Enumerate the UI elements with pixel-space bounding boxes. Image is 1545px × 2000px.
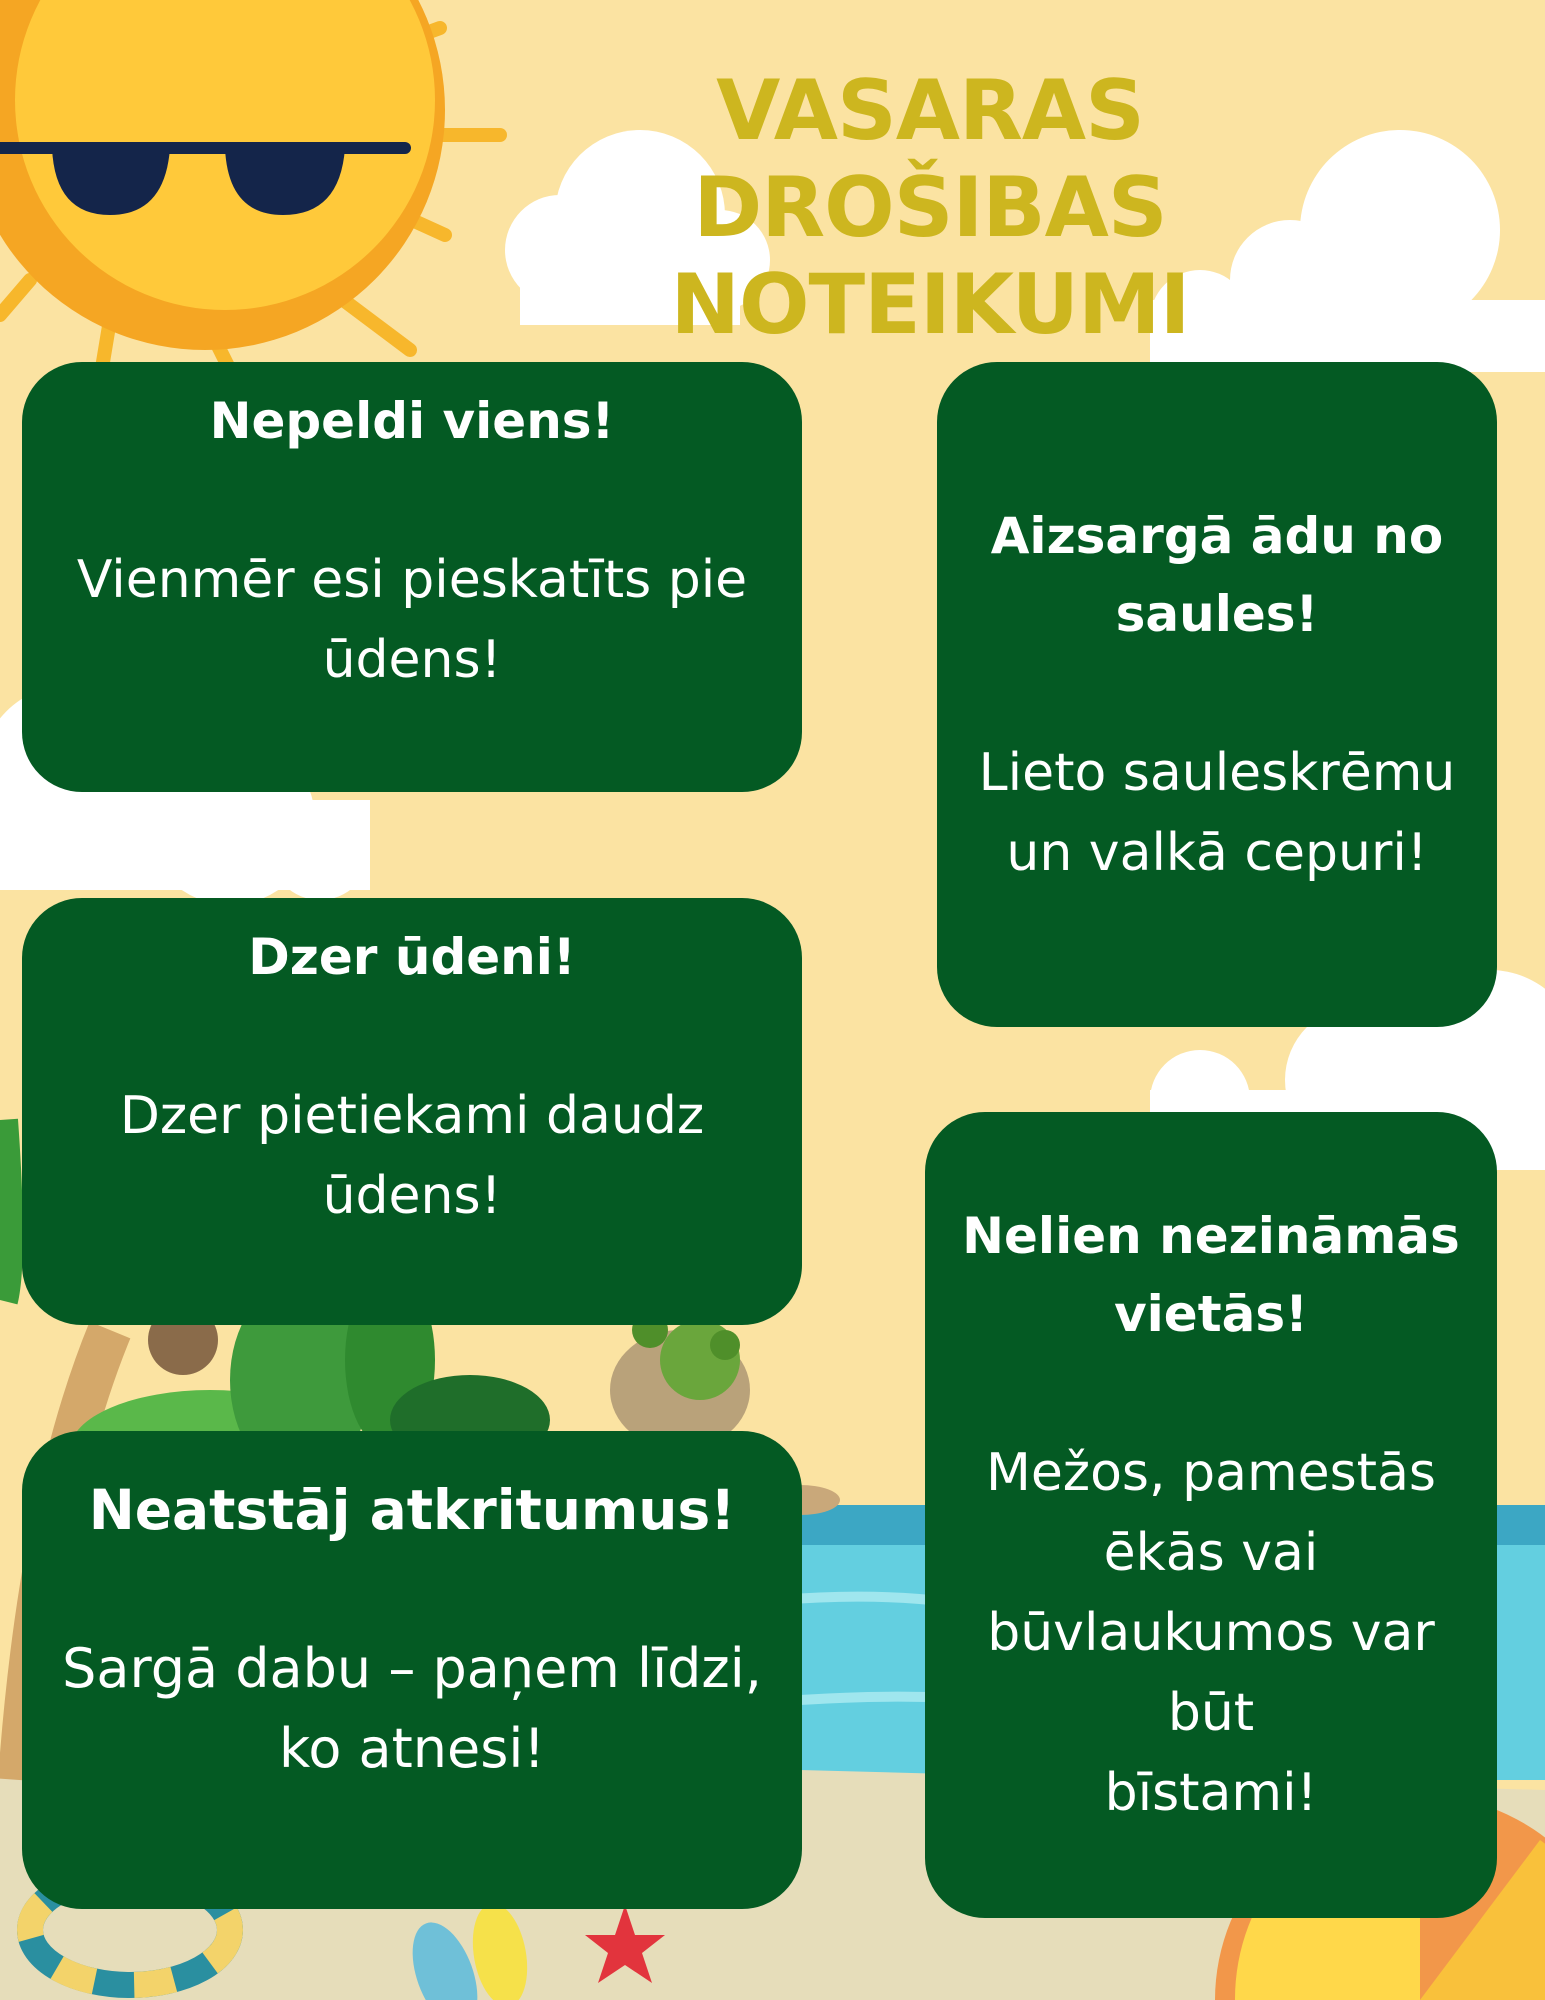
rule-text-line: ūdens! xyxy=(322,1166,502,1226)
rule-text-line: ūdens! xyxy=(322,630,502,690)
title-line-1: VASARAS DROŠIBAS xyxy=(693,62,1167,256)
rule-heading: Nepeldi viens! xyxy=(209,392,615,450)
rule-card-no-swimming-alone xyxy=(22,362,802,792)
rule-text-line: un valkā cepuri! xyxy=(1006,822,1428,883)
rule-heading-line: saules! xyxy=(1115,584,1319,643)
rule-text-line: bīstami! xyxy=(1104,1763,1318,1823)
rule-heading: Neatstāj atkritumus! xyxy=(88,1478,736,1542)
rule-card-sun-protection xyxy=(937,362,1497,1027)
rule-text-line: Lieto sauleskrēmu xyxy=(978,742,1456,803)
rule-heading: Dzer ūdeni! xyxy=(248,928,576,986)
rule-text-line: Mežos, pamestās xyxy=(985,1443,1437,1503)
rule-text-line: ko atnesi! xyxy=(278,1717,546,1780)
title-line-2: NOTEIKUMI xyxy=(670,256,1190,353)
rule-heading-line: Aizsargā ādu no xyxy=(990,506,1444,565)
rule-card-drink-water xyxy=(22,898,802,1325)
rule-text-line: Vienmēr esi pieskatīts pie xyxy=(76,550,748,610)
rule-card-no-litter xyxy=(22,1431,802,1909)
rule-heading-line: vietās! xyxy=(1114,1285,1308,1343)
rule-text-line: ēkās vai xyxy=(1103,1523,1319,1583)
page-title xyxy=(470,62,1390,353)
rule-text-line: būvlaukumos var būt xyxy=(987,1603,1435,1743)
rule-card-unknown-places xyxy=(925,1112,1497,1918)
rule-text-line: Dzer pietiekami daudz xyxy=(119,1086,705,1146)
rule-text-line: Sargā dabu – paņem līdzi, xyxy=(62,1637,762,1700)
sun-with-sunglasses-icon xyxy=(0,0,500,390)
rule-heading-line: Nelien nezināmās xyxy=(962,1207,1460,1265)
